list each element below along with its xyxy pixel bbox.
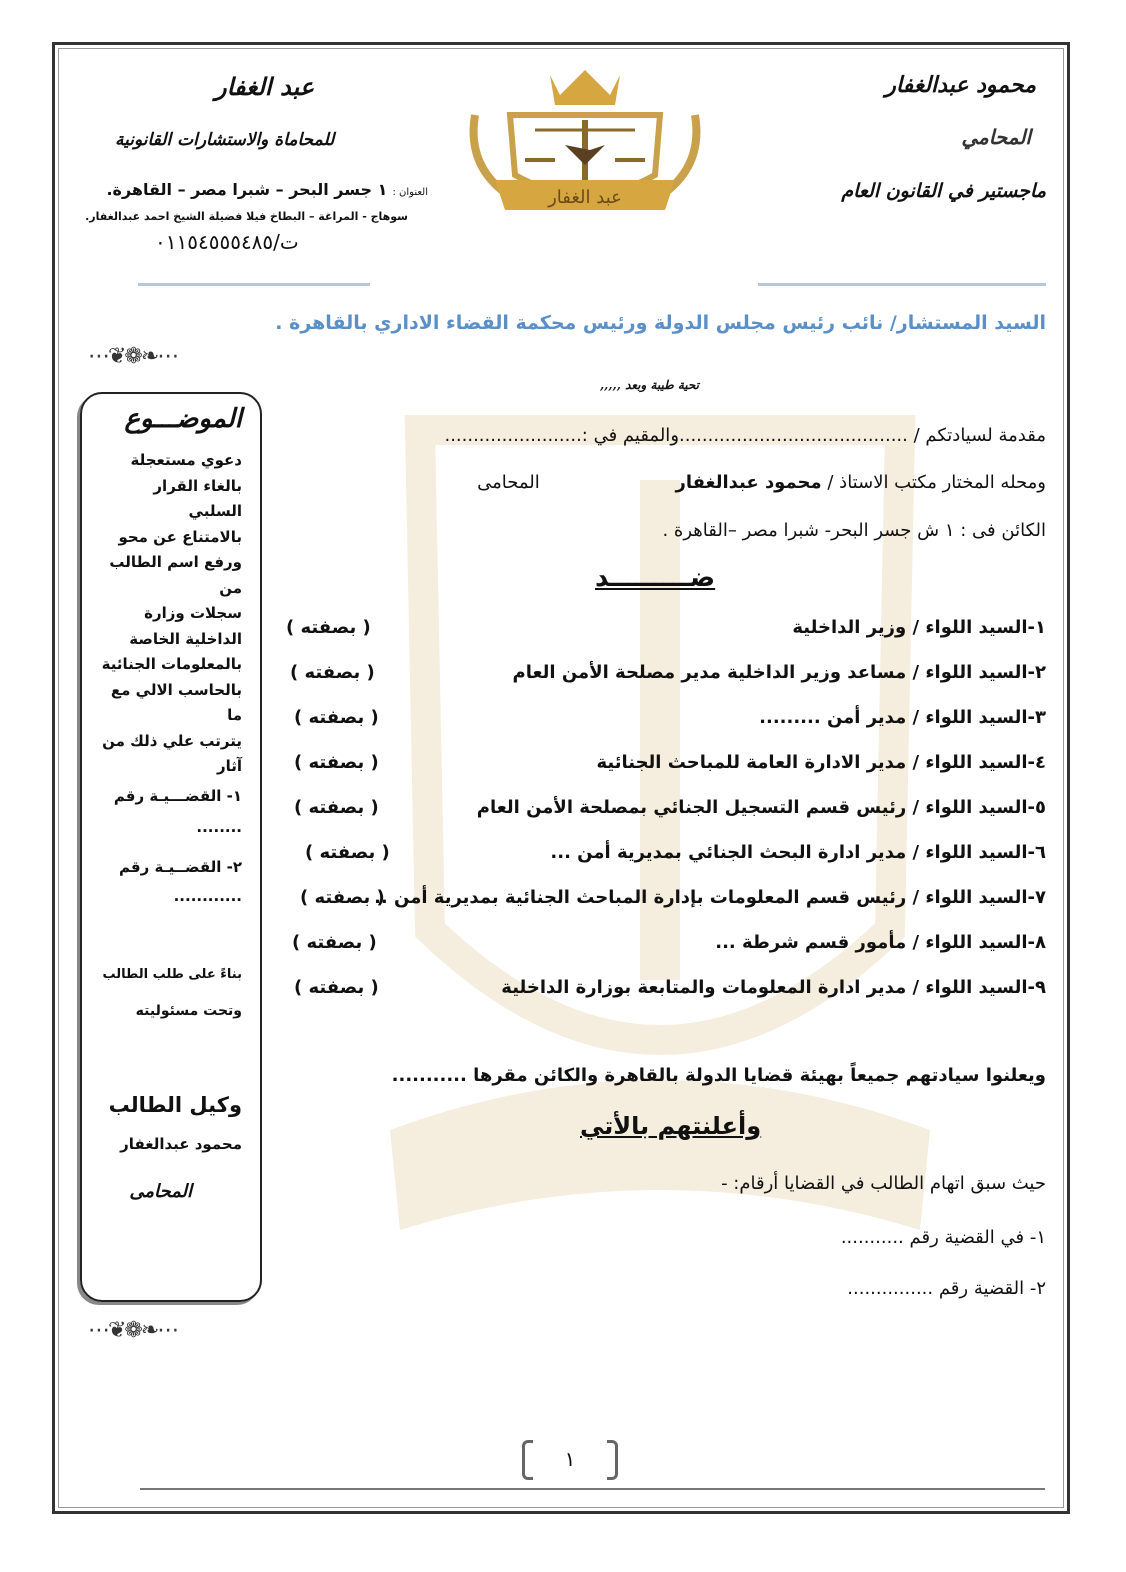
ornament-top-icon: ⋯❦❁❧⋯ [88,344,178,369]
firm-phone: ت/٠١١٥٤٥٥٥٤٨٥ [155,230,299,254]
subject-line: بالمعلومات الجنائية [101,655,242,673]
sidebar-case-1-dots: ........ [196,818,242,836]
sidebar-case-1: ١- القضـــيـة رقم [113,786,242,805]
greeting: تحية طيبة وبعد ,,,,, [600,378,700,392]
sidebar-agent-name: محمود عبدالغفار [120,1134,242,1153]
firm-logo [455,65,715,225]
defendant-row [305,842,1046,872]
notice-text: ويعلنوا سيادتهم جميعاً بهيئة قضايا الدولة بالقاهرة والكائن مقرها ........... [391,1065,1046,1086]
logo-text: عبد الغفار [548,187,622,208]
firm-address [98,180,428,199]
defendant-text: ٣-السيد اللواء / مدير أمن ......... [759,707,1046,728]
body-case-2: ٢- القضية رقم ............... [847,1278,1046,1299]
defendant-capacity: ( بصفته ) [294,797,379,818]
defendant-capacity: ( بصفته ) [300,887,385,908]
sidebar-agent-role: المحامى [129,1180,192,1202]
defendant-capacity: ( بصفته ) [292,932,377,953]
sidebar-request: بناءً على طلب الطالب [102,966,242,982]
defendant-capacity: ( بصفته ) [305,842,390,863]
lawyer-degree: ماجستير في القانون العام [841,180,1046,202]
intro-line-1: مقدمة لسيادتكم / ........................................والمقيم في :........................ [444,425,1046,446]
announce-heading: وأعلنتهم بالأتي [580,1112,762,1140]
subject-line: يترتب علي ذلك من [102,731,242,750]
defendant-row [294,797,1046,827]
defendant-text: ٢-السيد اللواء / مساعد وزير الداخلية مدير مصلحة الأمن العام [512,662,1046,683]
intro-line-3: الكائن فى : ١ ش جسر البحر- شبرا مصر –القاهرة . [662,520,1046,541]
body-case-1: ١- في القضية رقم ........... [840,1227,1046,1248]
sidebar-case-2: ٢- القضــيـة رقم [119,857,242,876]
defendant-text: ٤-السيد اللواء / مدير الادارة العامة للمباحث الجنائية [596,752,1046,773]
defendant-row [300,887,1046,917]
against-heading: ضـــــــــد [595,563,716,593]
addressee-title: السيد المستشار/ نائب رئيس مجلس الدولة ورئيس محكمة القضاء الاداري بالقاهرة . [275,312,1046,334]
intro-line-2 [346,472,1046,493]
subject-line: بالحاسب الالي مع ما [110,680,242,724]
page-number: ١ [520,1440,620,1478]
sidebar-agent-label: وكيل الطالب [108,1092,242,1117]
defendant-row [294,752,1046,782]
intro-lawyer-name: محمود عبدالغفار [675,472,822,493]
address-text: ١ جسر البحر – شبرا مصر – القاهرة. [106,180,388,199]
defendant-text: ٨-السيد اللواء / مأمور قسم شرطة ... [715,932,1046,953]
subject-sidebar [80,392,262,1302]
sidebar-title: الموضـــوع [124,404,242,434]
defendant-text: ١-السيد اللواء / وزير الداخلية [792,617,1046,638]
firm-address-2: سوهاج - المراغة – البطاخ فيلا فضيلة الشيخ احمد عبدالغفار. [85,210,408,223]
subject-line: بالغاء القرار السلبي [153,476,242,520]
defendant-capacity: ( بصفته ) [294,752,379,773]
defendant-text: ٥-السيد اللواء / رئيس قسم التسجيل الجنائي بمصلحة الأمن العام [476,797,1046,818]
sidebar-responsibility: وتحت مسئوليته [135,1003,242,1019]
sidebar-case-2-dots: ............ [173,887,242,905]
address-label: العنوان : [392,187,428,198]
defendant-row [286,617,1046,647]
subject-line: ورفع اسم الطالب من [109,553,242,597]
lawyer-role-signature: المحامي [961,125,1031,149]
subject-line: سجلات وزارة [144,604,242,622]
intro-prefix: ومحله المختار مكتب الاستاذ / [827,472,1046,493]
firm-name: عبد الغفار [215,72,315,101]
subject-line: الداخلية الخاصة [129,629,242,648]
body-paragraph: حيث سبق اتهام الطالب في القضايا أرقام: - [721,1173,1046,1194]
subject-line: بالامتناع عن محو [118,527,242,546]
defendant-text: ٧-السيد اللواء / رئيس قسم المعلومات بإدارة المباحث الجنائية بمديرية أمن .. [374,887,1046,908]
ornament-bottom-icon: ⋯❦❁❧⋯ [88,1318,178,1343]
lawyer-name-signature: محمود عبدالغفار [885,72,1036,98]
defendant-text: ٦-السيد اللواء / مدير ادارة البحث الجنائي بمديرية أمن ... [550,842,1046,863]
subject-line: دعوي مستعجلة [130,451,242,469]
defendant-capacity: ( بصفته ) [294,707,379,728]
defendant-capacity: ( بصفته ) [286,617,371,638]
header-divider-right [758,283,1046,286]
firm-tagline: للمحاماة والاستشارات القانونية [115,130,335,150]
defendant-row [294,977,1046,1007]
defendant-row [290,662,1046,692]
defendant-row [294,707,1046,737]
defendant-row [292,932,1046,962]
subject-line: آثار [216,757,242,775]
defendant-text: ٩-السيد اللواء / مدير ادارة المعلومات والمتابعة بوزارة الداخلية [501,977,1046,998]
header-divider-left [138,283,370,286]
intro-lawyer-role: المحامى [477,472,540,493]
defendant-capacity: ( بصفته ) [294,977,379,998]
defendant-capacity: ( بصفته ) [290,662,375,683]
subject-text [96,448,242,780]
footer-divider [140,1488,1045,1490]
